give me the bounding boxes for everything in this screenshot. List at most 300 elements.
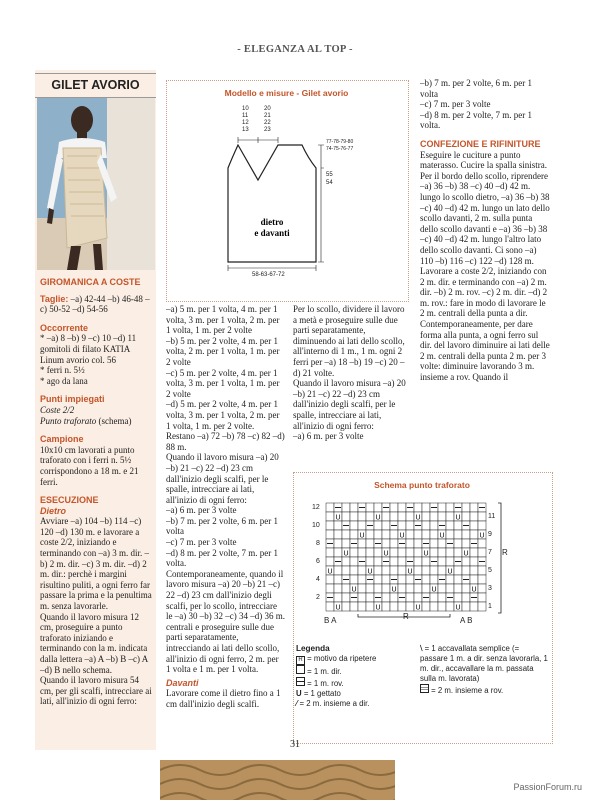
paragraph: –b) 7 m. per 2 volte, 6 m. per 1 volta (166, 515, 278, 537)
chart-grid (326, 503, 486, 612)
chart-cell (366, 584, 374, 593)
chart-cell (422, 512, 430, 521)
chart-cell (446, 512, 454, 521)
row-number: 7 (488, 549, 492, 556)
taglie-line (40, 294, 154, 315)
punti-item: Coste 2/2 (40, 404, 75, 415)
chart-cell (438, 548, 446, 557)
chart-cell (406, 575, 414, 584)
dietro-text: Avviare –a) 104 –b) 114 –c) 120 –d) 130 m. e lavorare a coste 2/2, iniziando e terminando con –a) 3 m. dir. –b) 2 m. dir. –c) 3 m. dir. –d) 2 m. dir.: perchè i margini risultino puliti, a ogni ferro far passare la prima e la penultima m. senza lavorarle. (40, 516, 152, 612)
row-number: 4 (316, 576, 320, 583)
chart-cell (406, 530, 414, 539)
chart-cell (422, 566, 430, 575)
paragraph: Quando il lavoro misura –a) 20 –b) 21 –c) 22 –d) 23 cm dall'inizio degli scalfi, per le spalle, intrecciare ai lati, all'inizio di ogni ferro: (166, 452, 279, 505)
chart-cell (478, 521, 486, 530)
chart-cell (342, 593, 350, 602)
chart-cell (342, 557, 350, 566)
chart-cell (390, 566, 398, 575)
chart-cell (334, 548, 342, 557)
chart-cell (398, 512, 406, 521)
chart-cell (358, 512, 366, 521)
dim-label: 13 (242, 127, 249, 133)
legend-item (296, 654, 416, 665)
chart-cell (350, 602, 358, 611)
row-number: 3 (488, 585, 492, 592)
k2tog-symbol: ⁄ (296, 699, 298, 708)
row-number: 2 (316, 594, 320, 601)
purl-symbol (296, 677, 305, 686)
chart-cell (390, 602, 398, 611)
chart-cell (398, 566, 406, 575)
chart-cell (374, 548, 382, 557)
chart-cell (326, 521, 334, 530)
row-number: 6 (316, 558, 320, 565)
legend-item (420, 684, 548, 696)
dim-label: 11 (242, 113, 249, 119)
punti-heading: Punti impiegati (40, 394, 105, 405)
dim-label: 55 (326, 172, 333, 178)
chart-cell (358, 566, 366, 575)
davanti-heading: Davanti (166, 677, 199, 688)
row-number: 10 (312, 522, 320, 529)
confezione-text: Eseguire le cuciture a punto materasso. Cucire la spalla sinistra. Per il bordo dello scollo, riprendere –a) 36 –b) 38 –c) 40 –d) 42 m. lungo lo scollo dietro, –a) 36 –b) 38 –c) 40 –d) 42 m. lungo un lato dello scollo davanti, 2 m. sulla punta dello scollo davanti e –a) 36 –b) 38 –c) 40 –d) 42 m. lungo l'altro lato dello scollo davanti. Ci sono –a) 110 –b) 116 –c) 122 –d) 128 m. Lavorare a coste 2/2, iniziando con 2 m. dir. e terminando con –a) 2 m. dir. –b) 2 m. rov. –c) 2 m. dir. –d) 2 m. rov.: fare in modo di lavorare le 2 m. centrali della punta a dir. Contemporaneamente, per dare forma alla punta, a ogni ferro sul dir. del lavoro diminuire ai lati delle 2 m. centrali della punta 2 m. per 3 volte: diminuire lavorando 3 m. insieme a rov. Quando il (420, 149, 550, 383)
chart-cell (478, 575, 486, 584)
chart-cell (350, 521, 358, 530)
chart-cell (478, 566, 486, 575)
yarn-over-mark: U (471, 586, 477, 594)
chart-cell (326, 512, 334, 521)
chart-cell (390, 548, 398, 557)
chart-title: Schema punto traforato (374, 480, 470, 490)
chart-cell (414, 557, 422, 566)
chart-cell (390, 512, 398, 521)
chart-cell (398, 503, 406, 512)
chart-cell (438, 557, 446, 566)
chart-cell (382, 530, 390, 539)
chart-cell (454, 566, 462, 575)
chart-cell (462, 593, 470, 602)
column-label: B A (324, 616, 337, 625)
chart-cell (334, 593, 342, 602)
chart-cell (478, 593, 486, 602)
pattern-title: GILET AVORIO (35, 73, 156, 98)
chart-cell (462, 512, 470, 521)
dim-label: 21 (264, 113, 271, 119)
chart-cell (478, 602, 486, 611)
chart-cell (366, 539, 374, 548)
repeat-label: R (403, 612, 409, 621)
chart-cell (462, 539, 470, 548)
yarn-over-mark: U (391, 586, 397, 594)
chart-cell (326, 557, 334, 566)
yarn-over-mark: U (375, 604, 381, 612)
column-3 (293, 304, 407, 442)
chart-cell (462, 602, 470, 611)
chart-cell (366, 530, 374, 539)
chart-cell (414, 530, 422, 539)
legend-text: = 2 m. insieme a rov. (431, 686, 504, 695)
legend-item (420, 644, 548, 684)
yarn-over-mark: U (415, 604, 421, 612)
paragraph: –b) 5 m. per 2 volte, 4 m. per 1 volta, 2 m. per 1 volta, 1 m. per 2 volte (166, 335, 280, 367)
chart-cell (438, 512, 446, 521)
chart-cell (438, 602, 446, 611)
chart-cell (366, 503, 374, 512)
chart-cell (350, 512, 358, 521)
chart-cell (374, 530, 382, 539)
column-2 (166, 304, 285, 710)
chart-cell (398, 575, 406, 584)
chart-cell (374, 566, 382, 575)
occorrente-item: * ferri n. 5½ (40, 365, 85, 376)
chart-cell (334, 584, 342, 593)
esecuzione-heading: ESECUZIONE (40, 495, 99, 506)
yarn-over-mark: U (399, 532, 405, 540)
chart-cell (382, 593, 390, 602)
dim-label: 58-63-67-72 (252, 272, 285, 278)
chart-cell (350, 503, 358, 512)
row-number: 9 (488, 531, 492, 538)
chart-cell (374, 503, 382, 512)
yarn-over-mark: U (367, 568, 373, 576)
taglie-text: –a) 42-44 –b) 46-48 –c) 50-52 –d) 54-56 (40, 293, 150, 315)
garment-outline (228, 145, 316, 262)
yarn-over-mark: U (463, 550, 469, 558)
yarn-over-mark: U (335, 604, 341, 612)
page-header: - ELEGANZA AL TOP - (237, 44, 353, 55)
dietro-heading: Dietro (40, 505, 67, 516)
chart-cell (422, 530, 430, 539)
ssk-symbol: ⧵ (420, 644, 423, 653)
chart-cell (454, 521, 462, 530)
yarn-over-mark: U (359, 532, 365, 540)
chart-cell (366, 512, 374, 521)
legend-text: = 1 gettato (303, 689, 341, 698)
paragraph: –c) 7 m. per 3 volte (420, 99, 491, 110)
column-label: A B (460, 616, 473, 625)
chart-cell (462, 503, 470, 512)
chart-cell (358, 602, 366, 611)
chart-cell (382, 521, 390, 530)
yarn-over-mark: U (423, 550, 429, 558)
dim-line (228, 265, 316, 271)
paragraph: Restano –a) 72 –b) 78 –c) 82 –d) 88 m. (166, 431, 285, 452)
sidebar-content (40, 277, 154, 707)
chart-cell (382, 575, 390, 584)
yarn-over-mark: U (479, 532, 485, 540)
chart-cell (438, 539, 446, 548)
chart-cell (358, 575, 366, 584)
paragraph: –b) 7 m. per 2 volte, 6 m. per 1 volta (420, 78, 532, 99)
legend-item (296, 699, 416, 709)
row-number: 12 (312, 504, 320, 511)
dim-line (238, 137, 278, 143)
chart-cell (406, 548, 414, 557)
chart-cell (350, 566, 358, 575)
column-4 (420, 78, 550, 383)
chart-cell (374, 575, 382, 584)
chart-cell (398, 548, 406, 557)
chart-cell (390, 557, 398, 566)
chart-cell (406, 512, 414, 521)
garment-schematic (166, 100, 407, 296)
yarn-over-mark: U (343, 550, 349, 558)
chart-cell (358, 521, 366, 530)
chart-cell (422, 584, 430, 593)
row-number: 1 (488, 603, 492, 610)
chart-cell (470, 575, 478, 584)
campione-heading: Campione (40, 434, 84, 445)
diagram-title: Modello e misure - Gilet avorio (224, 88, 349, 98)
chart-cell (326, 548, 334, 557)
yarn-over-mark: U (407, 568, 413, 576)
chart-cell (446, 602, 454, 611)
chart-cell (334, 539, 342, 548)
dim-label: 23 (264, 127, 271, 133)
chart-cell (350, 557, 358, 566)
chart-cell (470, 503, 478, 512)
knit-symbol (296, 665, 305, 674)
chart-cell (454, 575, 462, 584)
legend-item (296, 689, 416, 699)
paragraph: Per lo scollo, dividere il lavoro a metà e proseguire sulle due parti separatamente, diminuendo ai lati dello scollo, all'interno di 1 m., 1 m. ogni 2 ferri per –a) 18 –b) 19 –c) 20 –d) 21 volte. (293, 304, 405, 378)
dim-line (318, 145, 324, 262)
chart-cell (406, 593, 414, 602)
paragraph: –a) 6 m. per 3 volte (166, 505, 237, 516)
chart-cell (374, 584, 382, 593)
chart-cell (382, 584, 390, 593)
yarn-over-mark: U (431, 586, 437, 594)
dim-label: 10 (242, 106, 249, 112)
occorrente-item: * ago da lana (40, 375, 88, 386)
chart-cell (414, 503, 422, 512)
paragraph: Lavorare come il dietro fino a 1 cm dall'inizio degli scalfi. (166, 688, 281, 709)
chart-cell (422, 521, 430, 530)
chart-cell (358, 593, 366, 602)
chart-cell (454, 539, 462, 548)
chart-cell (470, 602, 478, 611)
occorrente-item: * –a) 8 –b) 9 –c) 10 –d) 11 gomitoli di filato KATIA Linum avorio col. 56 (40, 333, 137, 365)
chart-cell (374, 521, 382, 530)
chart-cell (454, 593, 462, 602)
chart-cell (390, 530, 398, 539)
dim-label: 54 (326, 180, 333, 186)
repeat-bracket (498, 503, 501, 613)
chart-cell (454, 584, 462, 593)
model-photo (37, 98, 155, 270)
chart-cell (326, 602, 334, 611)
yarn-over-mark: U (383, 550, 389, 558)
yarn-over-mark: U (415, 514, 421, 522)
chart-cell (470, 512, 478, 521)
dietro-text: Quando il lavoro misura 12 cm, proseguire a punto traforato iniziando e terminando con la m. indicata dalla lettera –a) A –b) B –c) A –d) B nello schema. (40, 611, 148, 675)
chart-cell (422, 602, 430, 611)
legend-left (296, 644, 416, 709)
chart-cell (406, 521, 414, 530)
chart-cell (350, 548, 358, 557)
chart-cell (438, 584, 446, 593)
yarn-over-mark: U (327, 568, 333, 576)
chart-cell (374, 557, 382, 566)
dim-label: 22 (264, 120, 271, 126)
chart-cell (430, 539, 438, 548)
chart-cell (462, 566, 470, 575)
paragraph: –c) 5 m. per 2 volte, 4 m. per 1 volta, 3 m. per 1 volta, 1 m. per 2 volte (166, 367, 280, 399)
repeat-label: R (502, 548, 508, 557)
chart-cell (446, 584, 454, 593)
chart-cell (358, 539, 366, 548)
paragraph: Contemporaneamente, quando il lavoro misura –a) 20 –b) 21 –c) 22 –d) 23 cm dall'inizio degli scalfi, per lo scollo, intrecciare le –a) 30 –b) 32 –c) 34 –d) 36 m. centrali e proseguire sulle due parti separatamente, intrecciando ai lati dello scollo, all'inizio di ogni ferro, 2 m. per 1 volta e 1 m. per 1 volta. (166, 568, 285, 675)
chart-cell (478, 539, 486, 548)
chart-cell (430, 548, 438, 557)
row-number: 11 (488, 513, 496, 520)
punti-suffix: (schema) (96, 415, 132, 426)
paragraph: –a) 6 m. per 3 volte (293, 431, 364, 442)
watermark: PassionForum.ru (513, 782, 582, 792)
chart-cell (350, 530, 358, 539)
chart-cell (342, 566, 350, 575)
chart-cell (422, 503, 430, 512)
chart-cell (398, 521, 406, 530)
chart-cell (430, 521, 438, 530)
chart-cell (382, 539, 390, 548)
chart-cell (414, 539, 422, 548)
yarn-over-mark: U (447, 568, 453, 576)
chart-cell (342, 602, 350, 611)
paragraph: –d) 8 m. per 2 volte, 7 m. per 1 volta. (166, 547, 278, 569)
chart-cell (430, 602, 438, 611)
chart-cell (478, 584, 486, 593)
dim-label: 74-75-76-77 (326, 146, 354, 152)
chart-cell (398, 557, 406, 566)
chart-cell (446, 575, 454, 584)
page-number: 31 (290, 739, 300, 750)
taglie-label: Taglie: (40, 293, 69, 304)
chart-cell (342, 503, 350, 512)
chart-cell (446, 548, 454, 557)
paragraph: –c) 7 m. per 3 volte (166, 537, 237, 548)
legend-item (296, 677, 416, 689)
chart-cell (358, 584, 366, 593)
chart-cell (430, 593, 438, 602)
chart-cell (470, 566, 478, 575)
dim-label: 20 (264, 106, 271, 112)
chart-cell (414, 593, 422, 602)
chart-cell (366, 593, 374, 602)
chart-cell (462, 584, 470, 593)
dim-label: 77-78-79-80 (326, 139, 354, 145)
punti-line (40, 416, 154, 427)
dietro-text: Quando il lavoro misura 54 cm, per gli scalfi, intrecciare ai lati, all'inizio di ogni ferro: (40, 675, 152, 707)
chart-cell (382, 512, 390, 521)
chart-cell (326, 530, 334, 539)
paragraph: –a) 5 m. per 1 volta, 4 m. per 1 volta, 3 m. per 1 volta, 2 m. per 1 volta, 1 m. per 2 volte (166, 304, 280, 336)
chart-cell (430, 530, 438, 539)
chart-cell (326, 584, 334, 593)
chart-cell (462, 557, 470, 566)
paragraph: –d) 5 m. per 2 volte, 4 m. per 1 volta, 3 m. per 1 volta, 2 m. per 1 volta, 1 m. per 2 volte. (166, 399, 280, 431)
dim-label: 12 (242, 120, 249, 126)
chart-cell (390, 539, 398, 548)
chart-cell (358, 548, 366, 557)
chart-cell (398, 602, 406, 611)
knit-texture-photo (160, 760, 395, 800)
chart-cell (342, 512, 350, 521)
occorrente-heading: Occorrente (40, 322, 89, 333)
punti-item: Punto traforato (40, 415, 97, 426)
chart-cell (406, 602, 414, 611)
confezione-heading: CONFEZIONE E RIFINITURE (420, 138, 541, 149)
legend-text: = 2 m. insieme a dir. (299, 699, 370, 708)
repeat-symbol: R (296, 656, 305, 665)
yarn-over-mark: U (335, 514, 341, 522)
chart-cell (350, 575, 358, 584)
paragraph: –d) 8 m. per 2 volte, 7 m. per 1 volta. (420, 109, 532, 131)
legend-text: = 1 m. rov. (307, 679, 344, 688)
yarn-over-mark: U (455, 514, 461, 522)
legend-right (420, 644, 548, 696)
yarn-over-mark: U (455, 604, 461, 612)
yarn-over-mark: U (375, 514, 381, 522)
chart-cell (334, 521, 342, 530)
chart-cell (470, 530, 478, 539)
chart-cell (430, 575, 438, 584)
chart-cell (478, 548, 486, 557)
chart-cell (342, 584, 350, 593)
chart-cell (390, 593, 398, 602)
chart-cell (326, 575, 334, 584)
row-number: 5 (488, 567, 492, 574)
chart-cell (446, 530, 454, 539)
chart-cell (382, 566, 390, 575)
chart-cell (334, 530, 342, 539)
chart-cell (478, 512, 486, 521)
chart-cell (462, 530, 470, 539)
chart-cell (446, 557, 454, 566)
chart-cell (438, 503, 446, 512)
chart-cell (470, 548, 478, 557)
legend-text: = 1 accavallata semplice (= passare 1 m. a dir. senza lavorarla, 1 m. dir., accavallare la m. passata sulla m. lavorata) (420, 644, 548, 683)
chart-cell (414, 584, 422, 593)
chart-cell (446, 521, 454, 530)
p2tog-symbol (420, 684, 429, 693)
legend-text: = motivo da ripetere (307, 654, 377, 663)
chart-cell (454, 548, 462, 557)
row-number: 8 (316, 540, 320, 547)
chart-cell (470, 557, 478, 566)
chart-cell (470, 521, 478, 530)
chart-cell (446, 503, 454, 512)
legend-item (296, 665, 416, 677)
chart-cell (382, 602, 390, 611)
chart-cell (334, 566, 342, 575)
chart-cell (414, 566, 422, 575)
chart-cell (326, 503, 334, 512)
chart-cell (366, 548, 374, 557)
chart-cell (414, 548, 422, 557)
chart-cell (390, 503, 398, 512)
chart-cell (366, 557, 374, 566)
chart-cell (406, 539, 414, 548)
legend-text: = 1 m. dir. (307, 667, 342, 676)
chart-cell (334, 575, 342, 584)
yarn-over-mark: U (351, 586, 357, 594)
chart-cell (454, 530, 462, 539)
chart-cell (430, 512, 438, 521)
paragraph: Quando il lavoro misura –a) 20 –b) 21 –c) 22 –d) 23 cm dall'inizio degli scalfi, per le spalle, intrecciare ai lati, all'inizio di ogni ferro: (293, 378, 406, 431)
yarn-over-mark: U (439, 532, 445, 540)
yarn-over-symbol: U (296, 689, 302, 698)
